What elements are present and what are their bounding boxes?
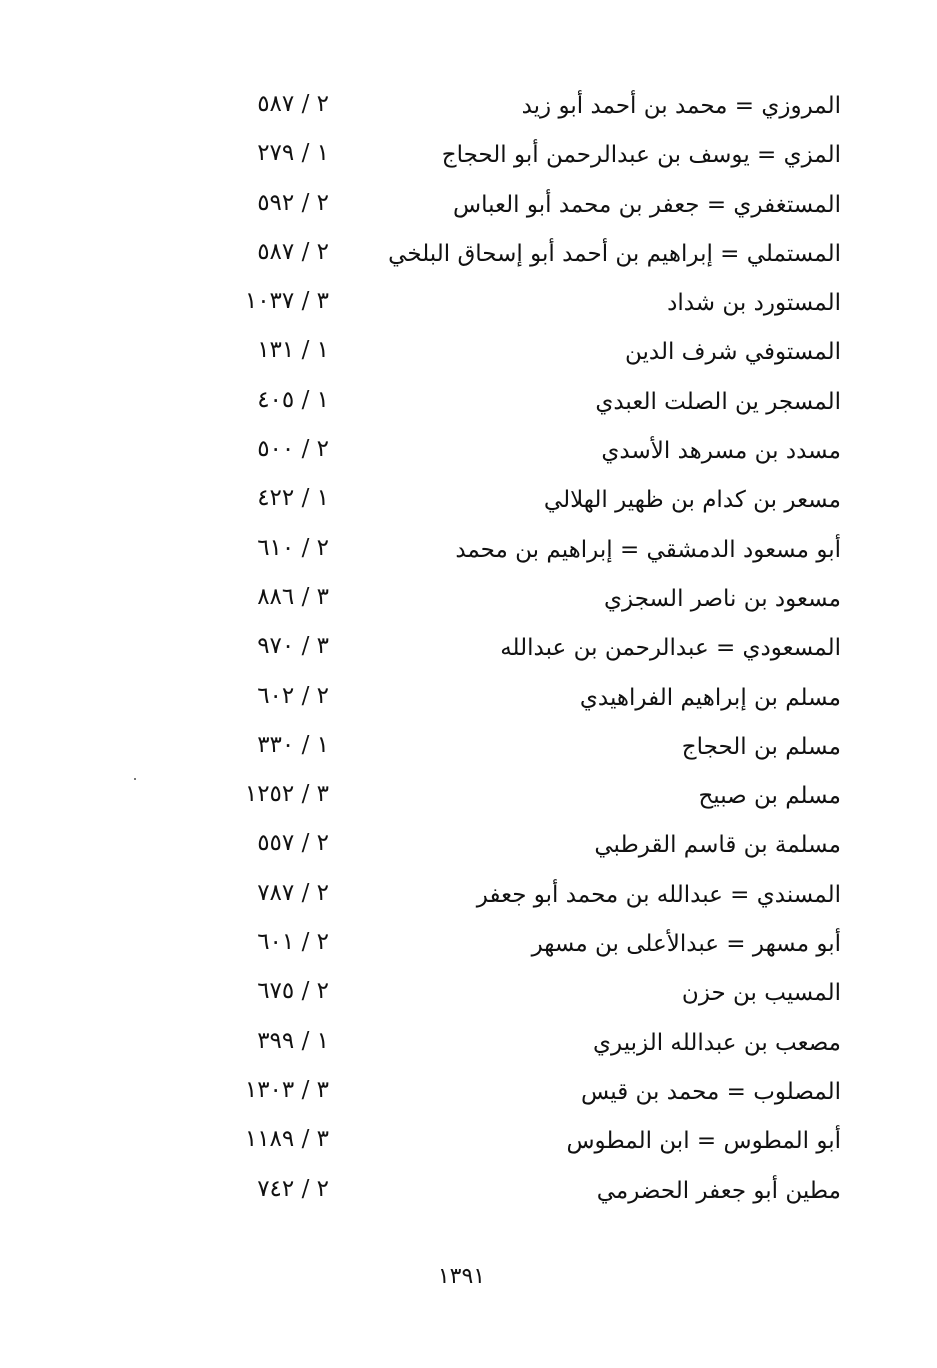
entry-reference: ١ / ٢٧٩ [257,140,329,167]
entry-name: المزي = يوسف بن عبدالرحمن أبو الحجاج [441,142,841,169]
entry-reference: ٣ / ٩٧٠ [257,633,329,660]
index-entry [0,676,937,725]
entry-name: المستغفري = جعفر بن محمد أبو العباس [453,191,841,218]
index-entry [0,774,937,823]
entry-reference: ٢ / ٦٠٢ [257,682,329,709]
scan-speck [134,778,136,780]
entry-name: المسيب بن حزن [681,980,841,1007]
entry-reference: ٣ / ١١٨٩ [244,1126,329,1153]
entry-reference: ٢ / ٥٥٧ [257,830,329,857]
entry-name: المروزي = محمد بن أحمد أبو زيد [521,93,841,119]
index-entry [0,1070,937,1119]
index-entry [0,380,937,429]
index-entry [0,84,937,133]
entry-reference: ٢ / ٧٨٧ [257,879,329,906]
entry-reference: ١ / ٤٠٥ [257,386,329,413]
index-entry [0,922,937,971]
entry-name: أبو مسعود الدمشقي = إبراهيم بن محمد [455,536,841,563]
entry-reference: ٢ / ٥٨٧ [257,91,329,117]
index-entry [0,1021,937,1070]
entry-name: أبو المطوس = ابن المطوس [566,1128,841,1155]
index-entry [0,281,937,330]
entry-reference: ١ / ٣٩٩ [257,1027,329,1054]
entry-name: مسلم بن إبراهيم الفراهيدي [579,684,841,711]
index-entry [0,725,937,774]
entry-name: أبو مسهر = عبدالأعلى بن مسهر [531,931,841,958]
entry-reference: ٣ / ٨٨٦ [257,583,329,610]
entry-reference: ٢ / ٧٤٢ [257,1175,329,1202]
entry-name: مسلم بن صبيح [698,783,841,810]
index-entry [0,1119,937,1168]
entry-name: المصلوب = محمد بن قيس [580,1078,841,1105]
entry-name: المسندي = عبدالله بن محمد أبو جعفر [476,881,841,908]
entry-reference: ١ / ٤٢٢ [257,485,329,512]
entry-reference: ٢ / ٥٠٠ [257,436,329,463]
index-entry [0,478,937,527]
entry-reference: ٣ / ١٢٥٢ [244,781,329,808]
entry-name: مسلم بن الحجاج [681,733,841,760]
index-entry [0,873,937,922]
index-entry [0,823,937,872]
index-entry [0,577,937,626]
entry-reference: ١ / ١٣١ [257,337,329,364]
entry-reference: ١ / ٣٣٠ [257,731,329,758]
entry-name: مسعود بن ناصر السجزي [604,585,841,612]
entry-reference: ٢ / ٦١٠ [257,534,329,561]
entry-name: المستوفي شرف الدين [624,339,841,366]
index-entry [0,626,937,675]
index-entry [0,232,937,281]
index-entry [0,1169,937,1218]
index-entry [0,183,937,232]
entry-reference: ٢ / ٦٠١ [257,929,329,956]
entry-reference: ٣ / ١٠٣٧ [244,288,329,315]
entry-name: المسجر ين الصلت العبدي [595,388,841,415]
entry-reference: ٢ / ٥٨٧ [257,238,329,265]
index-list [0,84,937,1218]
entry-name: مسعر بن كدام بن ظهير الهلالي [543,487,841,514]
page-number: ١٣٩١ [437,1264,486,1289]
entry-name: مسدد بن مسرهد الأسدي [601,438,841,465]
entry-name: مصعب بن عبدالله الزبيري [593,1029,841,1056]
entry-name: المسعودي = عبدالرحمن بن عبدالله [500,635,841,662]
entry-reference: ٣ / ١٣٠٣ [244,1076,329,1103]
entry-name: مسلمة بن قاسم القرطبي [594,832,841,859]
index-entry [0,133,937,182]
entry-name: مطين أبو جعفر الحضرمي [596,1177,841,1204]
index-entry [0,330,937,379]
index-entry [0,971,937,1020]
entry-reference: ٢ / ٥٩٢ [257,189,329,216]
entry-name: المستملي = إبراهيم بن أحمد أبو إسحاق البلخي [388,240,841,267]
index-entry [0,429,937,478]
entry-reference: ٢ / ٦٧٥ [257,978,329,1005]
entry-name: المستورد بن شداد [667,290,841,317]
index-entry [0,528,937,577]
